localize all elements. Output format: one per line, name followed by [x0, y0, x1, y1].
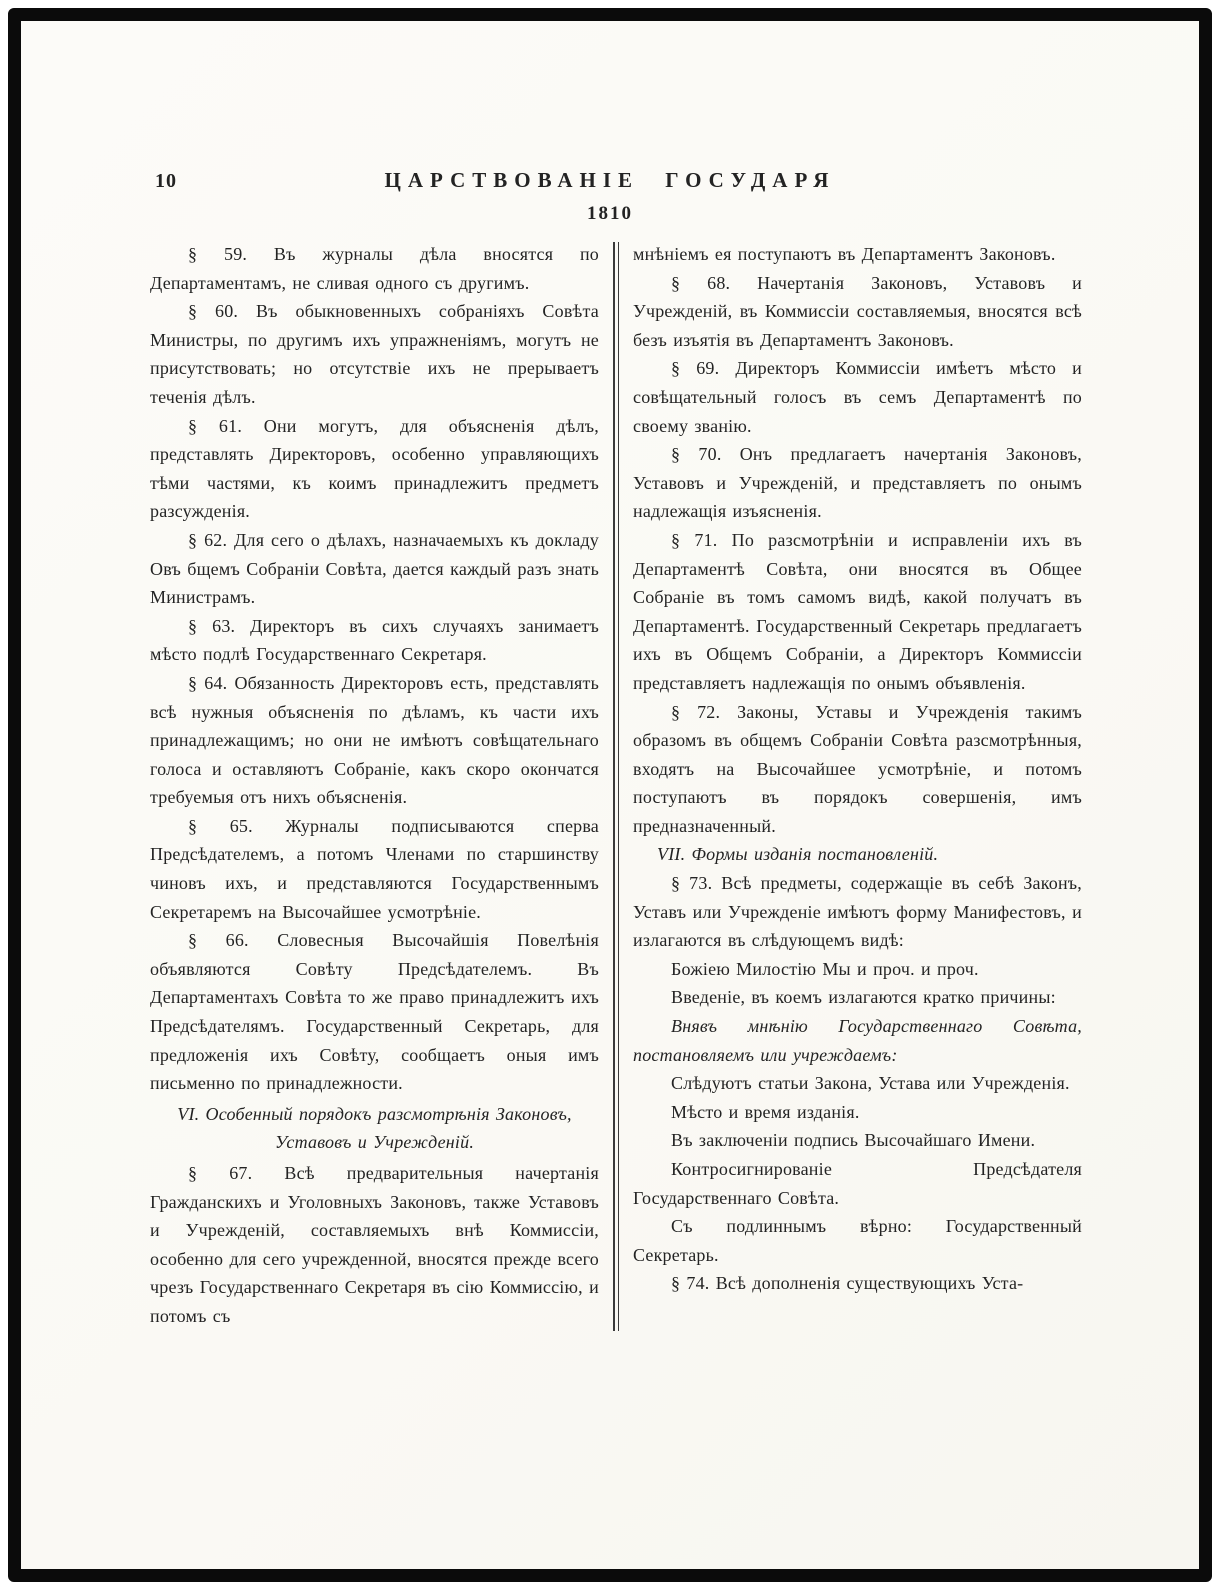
paragraph-66: § 66. Словесныя Высочайшія Повелѣнія объявляются Совѣту Предсѣдателемъ. Въ Департаментахъ Совѣта то же право принадлежитъ ихъ Предсѣдателямъ. Государственный Секретарь, для предложенія ихъ Совѣту, сообщаетъ оныя имъ письменно по принадлежности.: [150, 930, 599, 1094]
right-column: [633, 240, 1082, 1331]
formula-line-intro: Введеніе, въ коемъ излагаются кратко причины:: [671, 987, 1056, 1008]
formula-line-council: Внявъ мнѣнію Государственнаго Совѣта, постановляемъ или учреждаемъ:: [633, 1016, 1082, 1065]
paragraph-74: § 74. Всѣ дополненія существующихъ Уста-: [671, 1273, 1024, 1294]
formula-line-certified: Съ подлиннымъ вѣрно: Государственный Секретарь.: [633, 1216, 1082, 1265]
paragraph-72: § 72. Законы, Уставы и Учрежденія такимъ образомъ въ общемъ Собраніи Совѣта разсмотрѣнныя, входятъ на Высочайшее усмотрѣніе, и потомъ поступаютъ въ порядокъ совершенія, имъ предназначенный.: [633, 701, 1082, 836]
paragraph-62: § 62. Для сего о дѣлахъ, назначаемыхъ къ докладу Овъ бщемъ Собраніи Совѣта, дается каждый разъ знать Министрамъ.: [150, 529, 599, 608]
left-column: [150, 240, 599, 1331]
paragraph-67-continuation: мнѣніемъ ея поступаютъ въ Департаментъ Законовъ.: [633, 244, 1056, 264]
paragraph-68: § 68. Начертанія Законовъ, Уставовъ и Учрежденій, въ Коммиссіи составляемыя, вносятся всѣ безъ изъятія въ Департаментъ Законовъ.: [633, 272, 1082, 350]
section-heading-vi: VI. Особенный порядокъ разсмотрѣнія Законовъ, Уставовъ и Учрежденій.: [177, 1103, 572, 1153]
paragraph-61: § 61. Они могутъ, для объясненія дѣлъ, представлять Директоровъ, особенно управляющихъ тѣми частями, къ коимъ принадлежитъ предметъ разсужденія.: [150, 415, 599, 522]
formula-line-signature: Въ заключеніи подпись Высочайшаго Имени.: [671, 1130, 1036, 1151]
formula-line-place-date: Мѣсто и время изданія.: [671, 1101, 860, 1122]
paragraph-70: § 70. Онъ предлагаетъ начертанія Законовъ, Уставовъ и Учрежденій, и представляетъ по онымъ надлежащія изъясненія.: [633, 444, 1082, 522]
text-columns: [150, 240, 1082, 1331]
section-heading-vii: VII. Формы изданія постановленій.: [657, 844, 939, 865]
paragraph-69: § 69. Директоръ Коммиссіи имѣетъ мѣсто и совѣщательный голосъ въ семъ Департаментѣ по своему званію.: [633, 358, 1082, 436]
paragraph-59: § 59. Въ журналы дѣла вносятся по Департаментамъ, не сливая одного съ другимъ.: [150, 244, 599, 293]
paragraph-67: § 67. Всѣ предварительныя начертанія Гражданскихъ и Уголовныхъ Законовъ, также Уставовъ и Учрежденій, составляемыхъ внѣ Коммиссіи, особенно для сего учрежденной, вносятся прежде всего чрезъ Государственнаго Секретаря въ сію Коммиссію, и потомъ съ: [150, 1163, 599, 1326]
running-title: ЦАРСТВОВАНІЕ ГОСУДАРЯ: [384, 168, 836, 192]
year-heading: 1810: [587, 203, 633, 224]
formula-line-countersign: Контросигнированіе Предсѣдателя Государственнаго Совѣта.: [633, 1159, 1082, 1208]
formula-line-articles: Слѣдуютъ статьи Закона, Устава или Учрежденія.: [671, 1073, 1070, 1094]
paragraph-60: § 60. Въ обыкновенныхъ собраніяхъ Совѣта Министры, по другимъ ихъ упражненіямъ, могутъ не присутствовать; но отсутствіе ихъ не прерываетъ теченія дѣлъ.: [150, 301, 599, 407]
paragraph-71: § 71. По разсмотрѣніи и исправленіи ихъ въ Департаментѣ Совѣта, они вносятся въ Общее Собраніе въ томъ самомъ видѣ, какой получатъ въ Департаментѣ. Государственный Секретарь предлагаетъ ихъ въ Общемъ Собраніи, а Директоръ Коммиссіи представляетъ надлежащія по онымъ объявленія.: [633, 529, 1082, 693]
paragraph-64: § 64. Обязанность Директоровъ есть, представлять всѣ нужныя объясненія по дѣламъ, къ части ихъ принадлежащимъ; но они не имѣютъ совѣщательнаго голоса и оставляютъ Собраніе, какъ скоро окончатся требуемыя отъ нихъ объясненія.: [150, 672, 599, 808]
paragraph-65: § 65. Журналы подписываются сперва Предсѣдателемъ, а потомъ Членами по старшинству чиновъ ихъ, и представляются Государственнымъ Секретаремъ на Высочайшее усмотрѣніе.: [150, 815, 599, 922]
paragraph-63: § 63. Директоръ въ сихъ случаяхъ занимаетъ мѣсто подлѣ Государственнаго Секретаря.: [150, 615, 599, 665]
page-number: 10: [155, 170, 177, 192]
paragraph-73: § 73. Всѣ предметы, содержащіе въ себѣ Законъ, Уставъ или Учрежденіе имѣютъ форму Манифестовъ, и излагаются въ слѣдующемъ видѣ:: [633, 873, 1082, 951]
column-divider: [613, 242, 619, 1331]
formula-line-god: Божіею Милостію Мы и проч. и проч.: [671, 958, 979, 979]
